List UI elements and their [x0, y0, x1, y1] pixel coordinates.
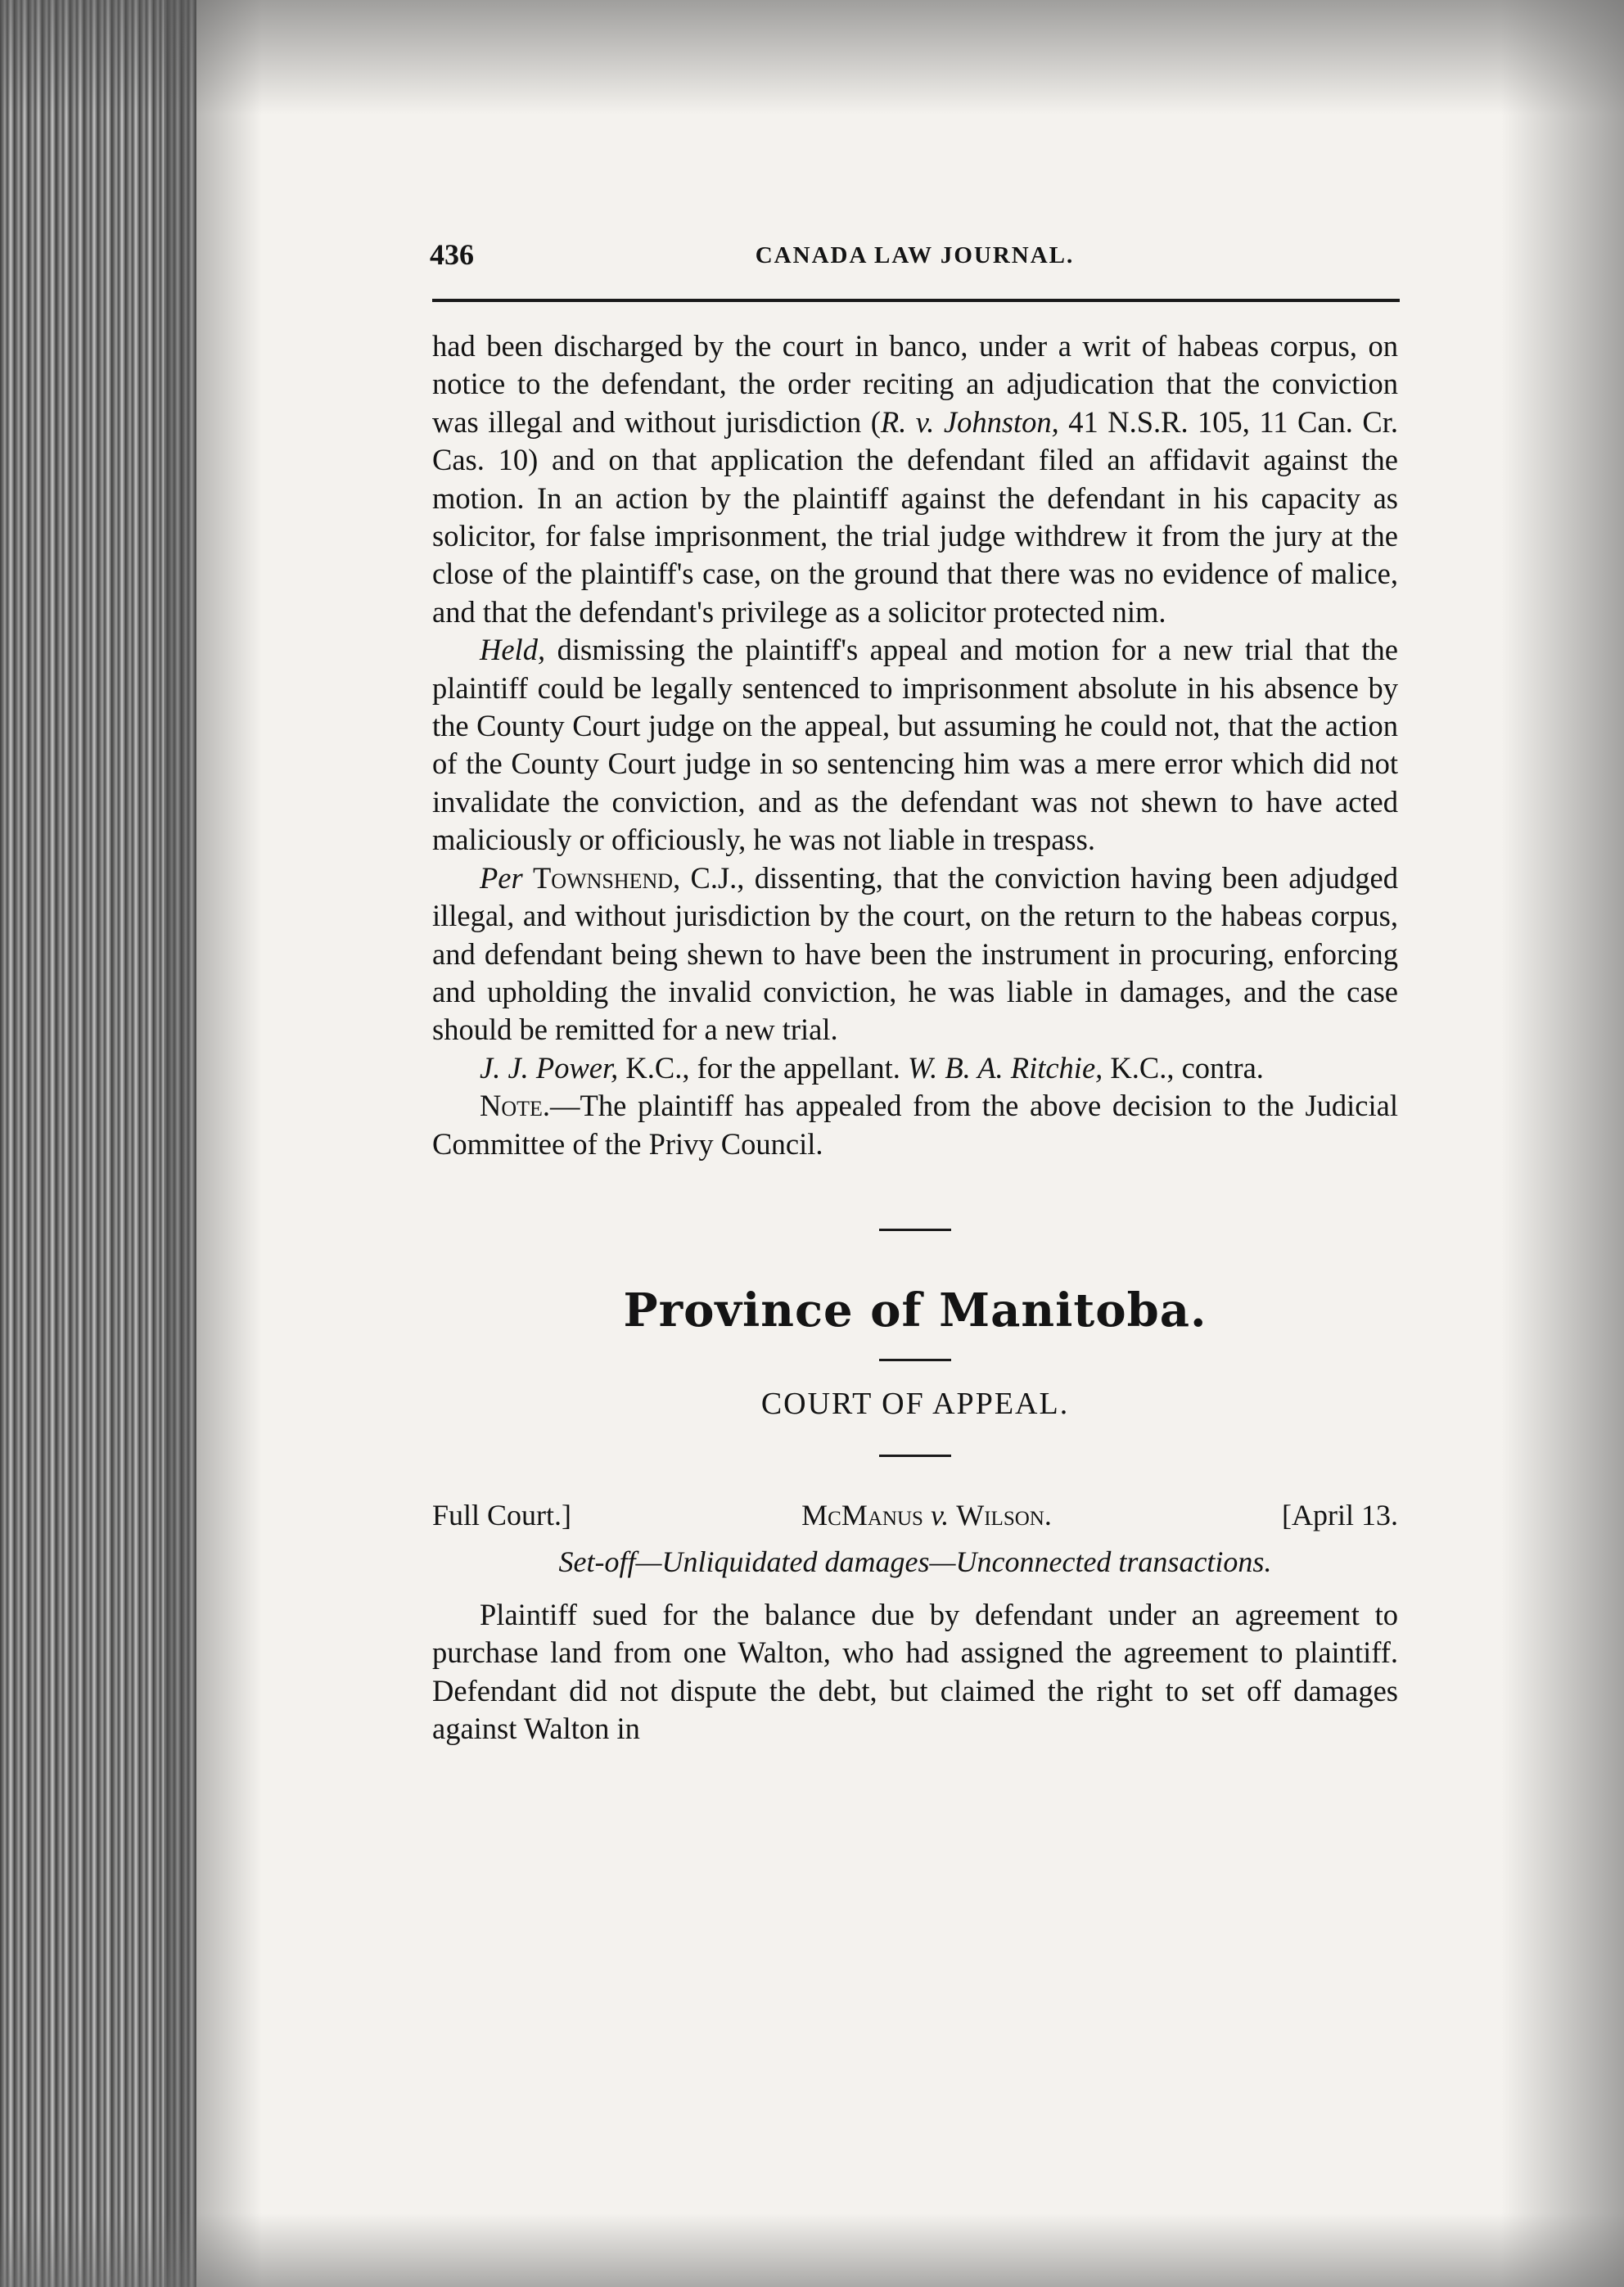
case-catchwords: Set-off—Unliquidated damages—Unconnected transactions.	[558, 1545, 1272, 1578]
held-paragraph	[432, 631, 1398, 859]
page-number: 436	[430, 238, 474, 271]
opening-paragraph	[432, 327, 1398, 631]
dissent-text: , C.J., dissenting, that the conviction having been adjudged illegal, and without jurisdiction by the court, on the return to the habeas corpus, and defendant being shewn to have been the instrument in procuring, enforcing and upholding the invalid conviction, he was liable in damages, and the case should be remitted for a new trial.	[432, 860, 1399, 1047]
court-heading: COURT OF APPEAL.	[760, 1386, 1070, 1421]
scan-shadow-left-fade	[164, 0, 262, 2287]
opening-text-1: had been discharged by the court in banco, under a writ of habeas corpus, on notice to the defendant, the order reciting an adjudication that the conviction was illegal and without jurisdiction (	[432, 329, 1398, 439]
note-paragraph	[432, 1087, 1398, 1163]
counsel-paragraph	[432, 1049, 1398, 1087]
case-title-line	[432, 1496, 1398, 1534]
section-divider	[879, 1229, 951, 1231]
scan-shadow-bottom	[0, 2213, 1624, 2287]
party-plaintiff: McManus	[801, 1498, 923, 1531]
versus: v.	[923, 1498, 957, 1531]
appellant-counsel: J. J. Power,	[480, 1050, 619, 1085]
case-date: [April 13.	[1282, 1498, 1398, 1531]
appellant-text: K.C., for the appellant.	[618, 1050, 909, 1085]
case-bench: Full Court.]	[432, 1498, 572, 1531]
note-text: —The plaintiff has appealed from the above decision to the Judicial Committee of the Privy Council.	[432, 1089, 1398, 1161]
held-text: dismissing the plaintiff's appeal and motion for a new trial that the plaintiff could be legally sentenced to imprisonment absolute in his absence by the County Court judge on the appeal, but assuming he could not, that the action of the County Court judge in so sentencing him was a mere error which did not invalidate the conviction, and as the defendant was not shewn to have acted maliciously or officiously, he was not liable in trespass.	[432, 633, 1398, 857]
dissent-paragraph	[432, 859, 1398, 1049]
dissent-judge: Townshend	[533, 860, 674, 895]
province-heading: Province of Manitoba.	[623, 1283, 1207, 1337]
citation-case-name: R. v. Johnston,	[880, 404, 1059, 439]
scan-shadow-right	[1501, 0, 1624, 2287]
scan-shadow-top	[0, 0, 1624, 115]
body-text	[432, 327, 1398, 1748]
opening-text-2: 41 N.S.R. 105, 11 Can. Cr. Cas. 10) and on that application the defendant filed an affidavit against the motion. In an action by the plaintiff against the defendant in his capacity as solicitor, for false imprisonment, the trial judge withdrew it from the jury at the close of the plaintiff's case, on the ground that there was no evidence of malice, and that the defendant's privilege as a solicitor protected nim.	[432, 404, 1398, 629]
court-divider	[879, 1455, 951, 1457]
case-paragraph: Plaintiff sued for the balance due by defendant under an agreement to purchase land from one Walton, who had assigned the agreement to plaintiff. Defendant did not dispute the debt, but claimed the right to set off damages against Walton in	[432, 1597, 1398, 1746]
header-rule	[432, 299, 1400, 302]
respondent-counsel: W. B. A. Ritchie,	[908, 1050, 1103, 1085]
held-lead: Held,	[480, 633, 546, 667]
case-parties	[801, 1496, 1052, 1534]
note-lead: Note.	[480, 1089, 551, 1123]
running-title: CANADA LAW JOURNAL.	[755, 242, 1075, 268]
respondent-text: K.C., contra.	[1103, 1050, 1264, 1085]
dissent-lead: Per	[480, 860, 523, 895]
heading-divider	[879, 1359, 951, 1361]
running-header	[430, 237, 1400, 286]
party-defendant: Wilson.	[956, 1498, 1052, 1531]
